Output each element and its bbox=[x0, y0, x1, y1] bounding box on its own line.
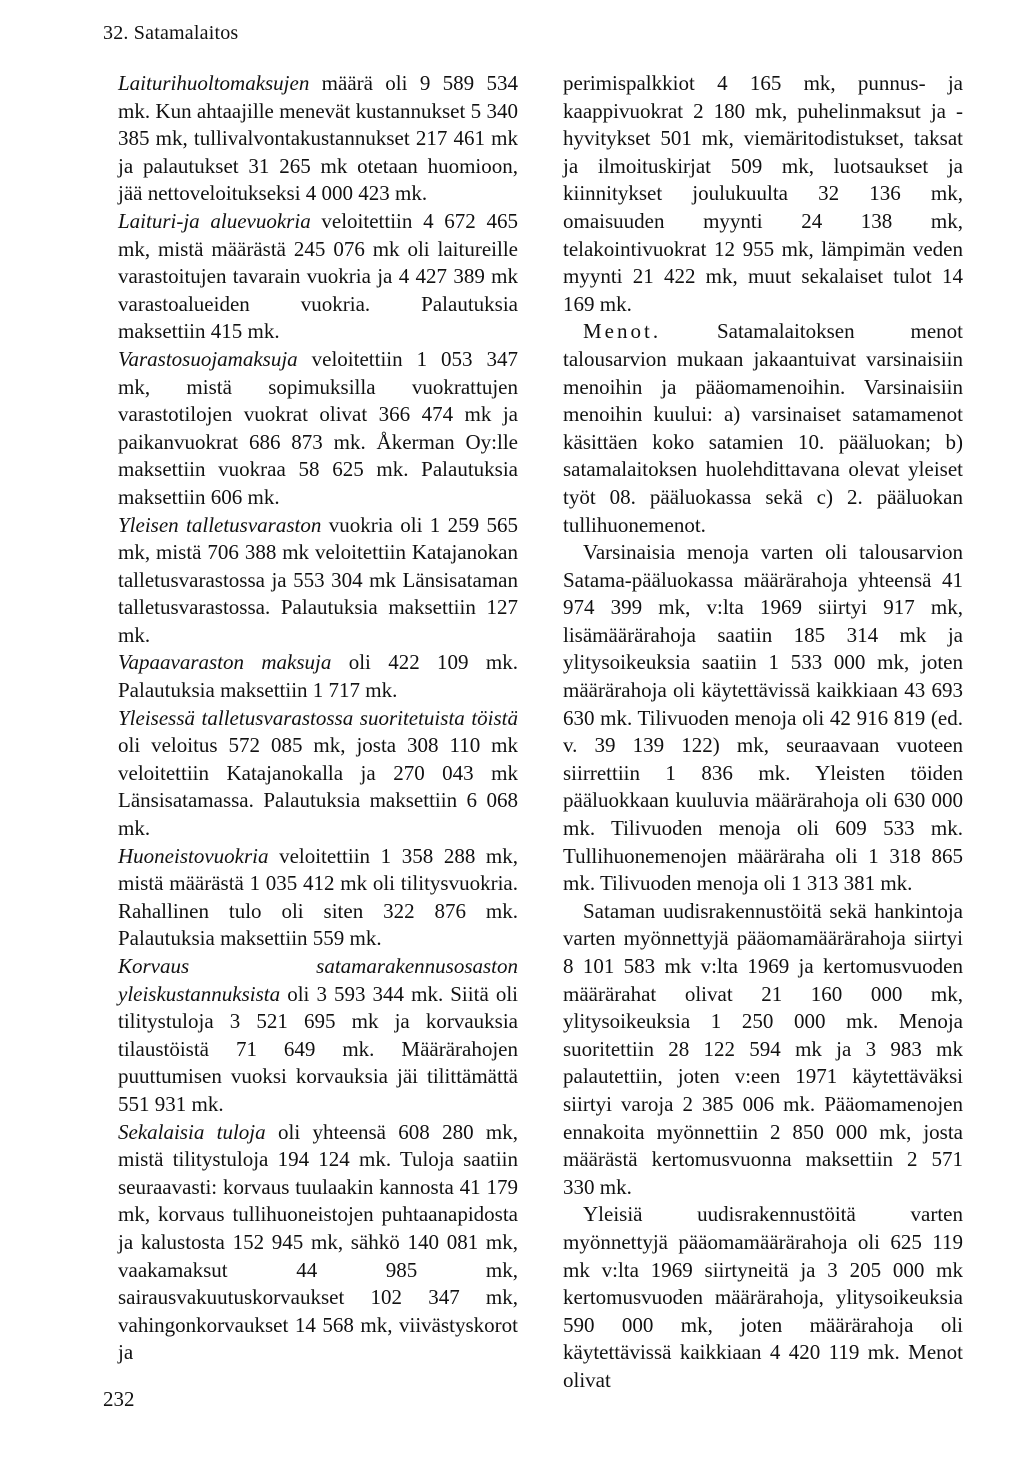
paragraph-text: perimispalkkiot 4 165 mk, punnus- ja kaappivuokrat 2 180 mk, puhelinmaksut ja -hyvitykset 501 mk, viemäritodistukset, taksat ja ilmoituskirjat 509 mk, luotsaukset ja kiinnitykset joulukuulta 32 136 mk, omaisuuden myynti 24 138 mk, telakointivuokrat 12 955 mk, lämpimän veden myynti 21 422 mk, muut sekalaiset tulot 14 169 mk. bbox=[563, 71, 963, 316]
paragraph bbox=[563, 1201, 963, 1394]
paragraph-text: määrä oli 9 589 534 mk. Kun ahtaajille menevät kustannukset 5 340 385 mk, tullivalvontakustannukset 217 461 mk ja palautukset 31 265 mk otetaan huomioon, jää nettoveloitukseksi 4 000 423 mk. bbox=[118, 71, 518, 206]
page-number: 232 bbox=[103, 1387, 135, 1411]
paragraph bbox=[563, 70, 963, 318]
paragraph bbox=[118, 512, 518, 650]
paragraph-text: oli veloitus 572 085 mk, josta 308 110 mk veloitettiin Katajanokalla ja 270 043 mk Länsisatamassa. Palautuksia maksettiin 6 068 mk. bbox=[118, 733, 518, 841]
paragraph bbox=[118, 70, 518, 208]
right-column bbox=[563, 70, 963, 1395]
paragraph-text: vuokria oli 1 259 565 mk, mistä 706 388 mk veloitettiin Katajanokan talletusvarastossa ja 553 304 mk Länsisataman talletusvarastossa. Palautuksia maksettiin 127 mk. bbox=[118, 512, 518, 647]
paragraph-lead: Korvaus satamarakennusosaston yleiskustannuksista bbox=[118, 954, 518, 1006]
paragraph-lead: Huoneistovuokria bbox=[118, 843, 269, 868]
paragraph-lead: Laiturihuoltomaksujen bbox=[118, 71, 310, 95]
paragraph-text: Yleisiä uudisrakennustöitä varten myönnettyjä pääomamäärärahoja oli 625 119 mk v:lta 1969 siirtyneitä ja 3 205 000 mk kertomusvuoden määrärahoja, ylitysoikeuksia 590 000 mk, joten määrärahoja oli käytettävissä kaikkiaan 4 420 119 mk. Menot olivat bbox=[563, 1202, 963, 1392]
paragraph-text: veloitettiin 1 358 288 mk, mistä määrästä 1 035 412 mk oli tilitysvuokria. Rahallinen tulo oli siten 322 876 mk. Palautuksia maksettiin 559 mk. bbox=[118, 843, 518, 951]
paragraph bbox=[118, 705, 518, 843]
paragraph-text: Satamalaitoksen menot talousarvion mukaan jakaantuivat varsinaisiin menoihin ja pääomamenoihin. Varsinaisiin menoihin kuului: a) varsinaiset satamamenot käsittäen koko satamien 10. pääluokan; b) satamalaitoksen huolehdittavana olevat yleiset työt 08. pääluokassa sekä c) 2. pääluokan tullihuonemenot. bbox=[563, 319, 963, 537]
paragraph-text: oli yhteensä 608 280 mk, mistä tilitystuloja 194 124 mk. Tuloja saatiin seuraavasti: korvaus tuulaakin kannosta 41 179 mk, korvaus tullihuoneistojen puhtaanapidosta ja kalustosta 152 945 mk, sähkö 140 081 mk, vaakamaksut 44 985 mk, sairausvakuutuskorvaukset 102 347 mk, vahingonkorvaukset 14 568 mk, viivästyskorot ja bbox=[118, 1119, 518, 1365]
paragraph bbox=[118, 953, 518, 1119]
paragraph-text: veloitettiin 4 672 465 mk, mistä määrästä 245 076 mk oli laitureille varastoitujen tavarain vuokria ja 4 427 389 mk varastoalueiden vuokria. Palautuksia maksettiin 415 mk. bbox=[118, 208, 518, 344]
section-heading: Menot. bbox=[583, 319, 662, 344]
paragraph-text: veloitettiin 1 053 347 mk, mistä sopimuksilla vuokrattujen varastotilojen vuokrat olivat 366 474 mk ja paikanvuokrat 686 873 mk. Åkerman Oy:lle maksettiin vuokraa 58 625 mk. Palautuksia maksettiin 606 mk. bbox=[118, 346, 518, 509]
paragraph-lead: Laituri-ja aluevuokria bbox=[118, 208, 311, 233]
paragraph bbox=[118, 649, 518, 704]
paragraph-text: Sataman uudisrakennustöitä sekä hankintoja varten myönnettyjä pääomamäärärahoja siirtyi 8 101 583 mk v:lta 1969 ja kertomusvuoden määrärahat olivat 21 160 000 mk, ylitysoikeuksia 1 250 000 mk. Menoja suoritettiin 28 122 594 mk ja 3 983 mk palautettiin, joten v:een 1971 käytettäväksi siirtyi varoja 2 385 006 mk. Pääomamenojen ennakoita myönnettiin 2 850 000 mk, josta määrästä kertomusvuonna maksettiin 2 571 330 mk. bbox=[563, 898, 963, 1199]
paragraph bbox=[118, 843, 518, 953]
paragraph bbox=[563, 539, 963, 898]
paragraph-lead: Vapaavaraston maksuja bbox=[118, 650, 332, 675]
paragraph bbox=[118, 208, 518, 346]
paragraph-lead: Varastosuojamaksuja bbox=[118, 346, 298, 371]
paragraph-text: oli 422 109 mk. Palautuksia maksettiin 1 717 mk. bbox=[118, 650, 518, 703]
left-column bbox=[118, 70, 518, 1367]
paragraph bbox=[118, 346, 518, 512]
paragraph-lead: Yleisessä talletusvarastossa suoritetuista töistä bbox=[118, 705, 518, 730]
running-title: 32. Satamalaitos bbox=[103, 22, 239, 44]
paragraph-lead: Sekalaisia tuloja bbox=[118, 1119, 266, 1144]
paragraph bbox=[563, 318, 963, 539]
paragraph-text: oli 3 593 344 mk. Siitä oli tilitystuloja 3 521 695 mk ja korvauksia tilaustöistä 71 649 mk. Määrärahojen puuttumisen vuoksi korvauksia jäi tilittämättä 551 931 mk. bbox=[118, 981, 518, 1116]
paragraph-text: Varsinaisia menoja varten oli talousarvion Satama-pääluokassa määrärahoja yhteensä 41 974 399 mk, v:lta 1969 siirtyi 917 mk, lisämäärärahoja saatiin 185 314 mk ja ylitysoikeuksia saatiin 1 533 000 mk, joten määrärahoja oli käytettävissä kaikkiaan 43 693 630 mk. Tilivuoden menoja oli 42 916 819 (ed. v. 39 139 122) mk, seuraavaan vuoteen siirrettiin 1 836 mk. Yleisten töiden pääluokkaan kuuluvia määrärahoja oli 630 000 mk. Tilivuoden menoja oli 609 533 mk. Tullihuonemenojen määräraha oli 1 318 865 mk. Tilivuoden menoja oli 1 313 381 mk. bbox=[563, 540, 963, 896]
paragraph-lead: Yleisen talletusvaraston bbox=[118, 512, 322, 537]
paragraph bbox=[118, 1119, 518, 1367]
paragraph bbox=[563, 898, 963, 1202]
